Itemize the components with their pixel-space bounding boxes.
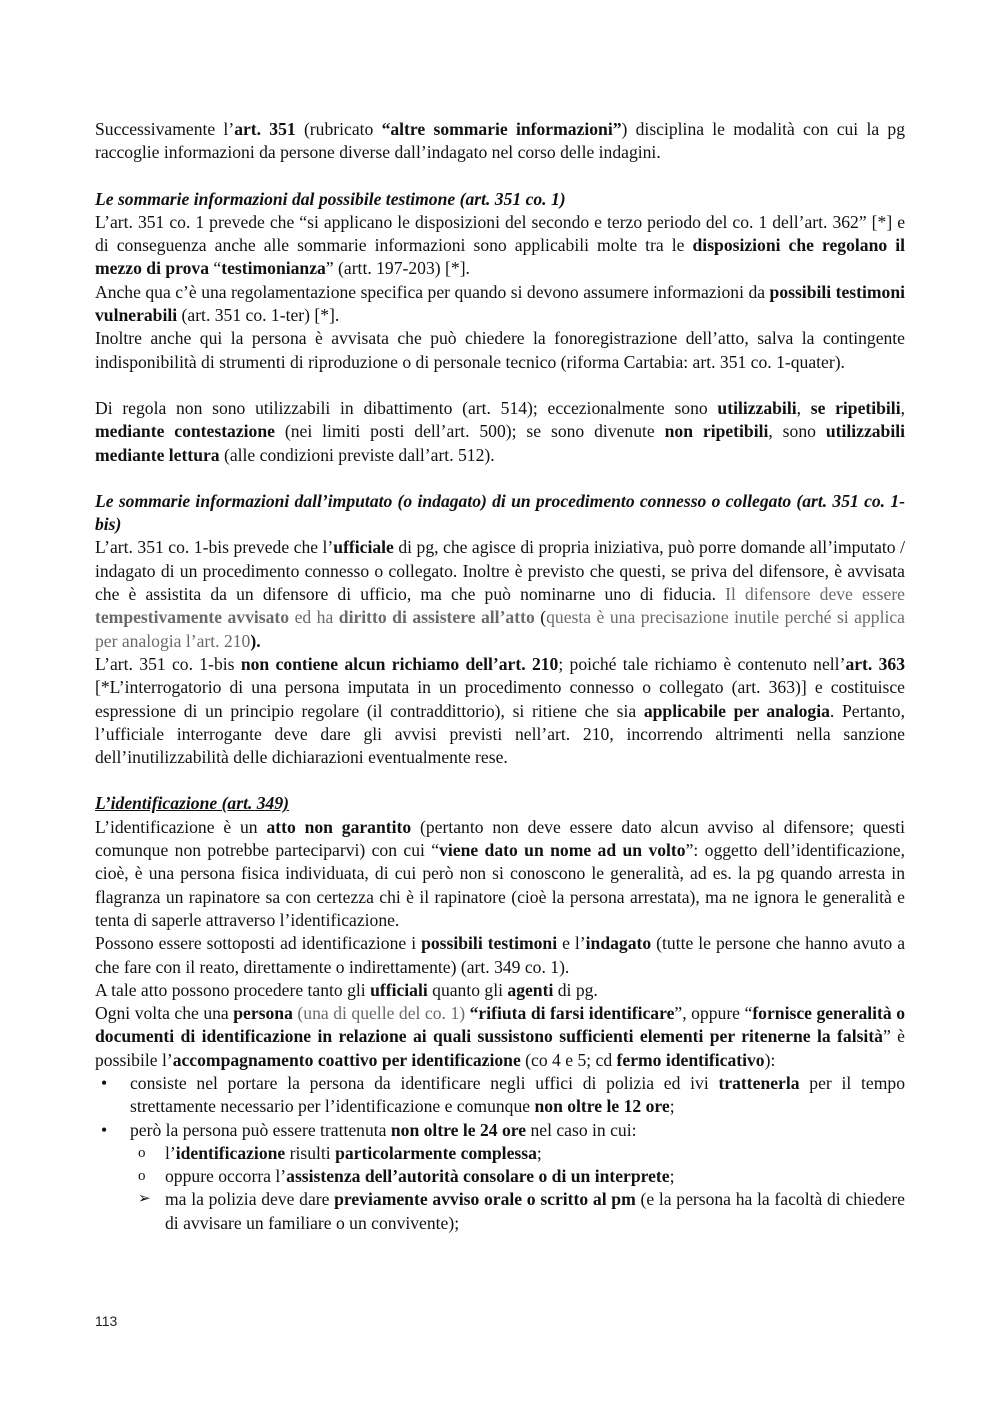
paragraph-atto-non-garantito: L’identificazione è un atto non garantito (pertanto non deve essere dato alcun avviso al difensore; questi comunque non potrebbe parteciparvi) con cui “viene dato un nome ad un volto”: oggetto dell’identificazione, cioè, è una persona fisica individuata, di cui però non si conoscono le generalità, ad es. la pg quando arresta in flagranza un rapinatore sa con certezza chi è il rapinatore (cioè la persona arrestata), ma ne ignora le generalità e tenta di saperle attraverso l’identificazione. xyxy=(95,816,905,930)
page-number: 113 xyxy=(95,1313,118,1329)
intro-paragraph: Successivamente l’art. 351 (rubricato “altre sommarie informazioni”) disciplina le modalità con cui la pg raccoglie informazioni da persone diverse dall’indagato nel corso delle indagini. xyxy=(95,119,905,163)
sub-list xyxy=(130,1142,905,1235)
sub-list-item: o l’identificazione risulti particolarmente complessa; xyxy=(130,1142,905,1165)
sub-list-item: ➢ ma la polizia deve dare previamente avviso orale o scritto al pm (e la persona ha la facoltà di chiedere di avvisare un familiare o un convivente); xyxy=(138,1189,905,1233)
paragraph-soggetti-identificazione: Possono essere sottoposti ad identificazione i possibili testimoni e l’indagato (tutte le persone che hanno avuto a che fare con il reato, direttamente o indirettamente) (art. 349 co. 1). xyxy=(95,933,905,977)
section-heading-imputato-connesso: Le sommarie informazioni dall’imputato (o indagato) di un procedimento connesso o collegato (art. 351 co. 1-bis) xyxy=(95,490,905,535)
paragraph-utilizzabilita: Di regola non sono utilizzabili in dibattimento (art. 514); eccezionalmente sono utilizzabili, se ripetibili, mediante contestazione (nei limiti posti dell’art. 500); se sono divenute non ripetibili, sono utilizzabili mediante lettura (alle condizioni previste dall’art. 512). xyxy=(95,397,905,465)
arrow-bullet-marker: ➢ xyxy=(138,1191,151,1208)
section-heading-identificazione: L’identificazione (art. 349) xyxy=(95,793,290,814)
paragraph-fermo-identificativo: Ogni volta che una persona (una di quelle del co. 1) “rifiuta di farsi identificare”, oppure “fornisce generalità o documenti di identificazione in relazione ai quali sussistono sufficienti elementi per ritenerne la falsità” è possibile l’accompagnamento coattivo per identificazione (co 4 e 5; cd fermo identificativo): xyxy=(95,1003,906,1070)
document-body xyxy=(95,118,905,1235)
bullet-marker: • xyxy=(101,1072,108,1093)
paragraph-art-351-co1bis: L’art. 351 co. 1-bis prevede che l’ufficiale di pg, che agisce di propria iniziativa, può porre domande all’imputato / indagato di un procedimento connesso o collegato. Inoltre è previsto che questi, se priva del difensore, è avvisata che è assistita da un difensore di ufficio, ma che può nominarne uno di fiducia. Il difensore deve essere tempestivamente avvisato ed ha diritto di assistere all’atto (questa è una precisazione inutile perché si applica per analogia l’art. 210). xyxy=(95,537,905,651)
paragraph-art-351-co1: L’art. 351 co. 1 prevede che “si applicano le disposizioni del secondo e terzo periodo del co. 1 dell’art. 362” [*] e di conseguenza anche alle sommarie informazioni sono applicabili molte tra le disposizioni che regolano il mezzo di prova “testimonianza” (artt. 197-203) [*]. xyxy=(95,211,905,279)
bullet-list xyxy=(95,1072,905,1235)
list-item: • però la persona può essere trattenuta non oltre le 24 ore nel caso in cui: o l’identificazione risulti particolarmente complessa; o oppure occorra l’assistenza dell’autorità consolare o di un interprete; ➢ ma la polizia deve dare previamente avviso orale o scritto al pm (e la persona ha la facoltà di chiedere di avvisare un familiare o un convivente); xyxy=(95,1119,905,1235)
sub-list-item: o oppure occorra l’assistenza dell’autorità consolare o di un interprete; xyxy=(130,1165,905,1188)
paragraph-ufficiali-agenti: A tale atto possono procedere tanto gli ufficiali quanto gli agenti di pg. xyxy=(95,979,598,1000)
sub-bullet-marker: o xyxy=(138,1144,146,1161)
paragraph-art-210-analogia: L’art. 351 co. 1-bis non contiene alcun richiamo dell’art. 210; poiché tale richiamo è contenuto nell’art. 363 [*L’interrogatorio di una persona imputata in un procedimento connesso o collegato (art. 363)] e costituisce espressione di un principio regolare (il contraddittorio), si ritiene che sia applicabile per analogia. Pertanto, l’ufficiale interrogante deve dare gli avvisi previsti nell’art. 210, incorrendo altrimenti nella sanzione dell’inutilizzabilità delle dichiarazioni eventualmente rese. xyxy=(95,653,906,768)
sub-bullet-marker: o xyxy=(138,1168,146,1185)
list-item: • consiste nel portare la persona da identificare negli uffici di polizia ed ivi trattenerla per il tempo strettamente necessario per l’identificazione e comunque non oltre le 12 ore; xyxy=(101,1072,905,1117)
paragraph-vulnerabili: Anche qua c’è una regolamentazione specifica per quando si devono assumere informazioni da possibili testimoni vulnerabili (art. 351 co. 1-ter) [*]. xyxy=(95,281,905,326)
section-heading-testimone: Le sommarie informazioni dal possibile testimone (art. 351 co. 1) xyxy=(95,188,566,209)
paragraph-fonoregistrazione: Inoltre anche qui la persona è avvisata che può chiedere la fonoregistrazione dell’atto, salva la contingente indisponibilità di strumenti di riproduzione o di personale tecnico (riforma Cartabia: art. 351 co. 1-quater). xyxy=(95,328,905,372)
bullet-marker: • xyxy=(101,1119,108,1140)
